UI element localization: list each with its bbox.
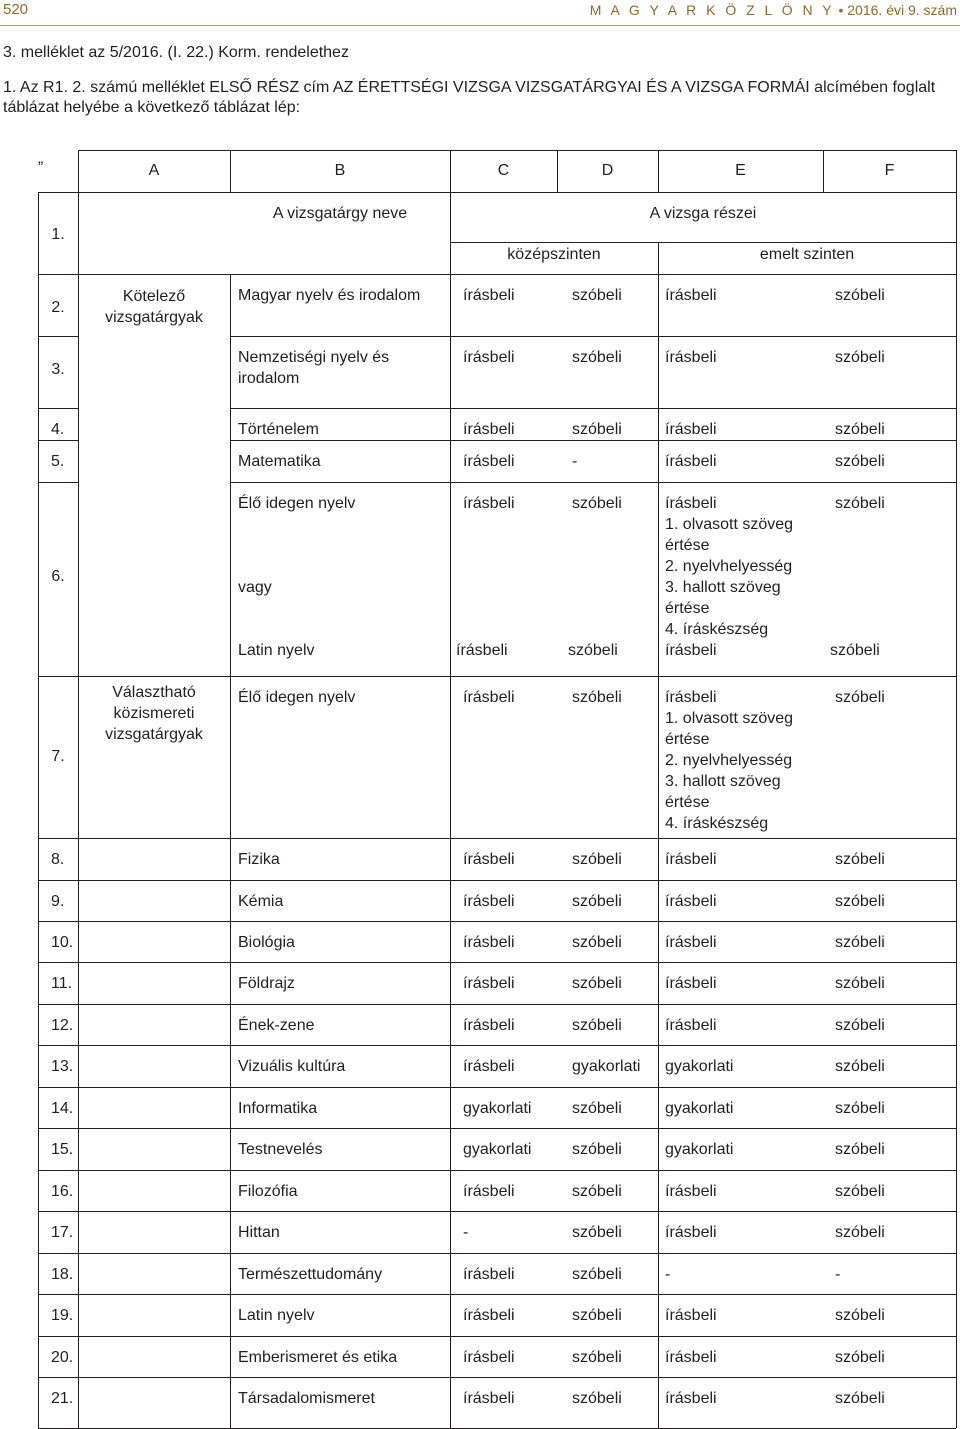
table-rule xyxy=(78,1128,956,1129)
table-rule xyxy=(78,1294,956,1295)
journal-name: M A G Y A R K Ö Z L Ö N Y xyxy=(589,2,835,18)
mid-oral: szóbeli xyxy=(572,421,622,438)
table-rule xyxy=(450,1087,451,1128)
table-rule xyxy=(230,408,956,409)
row-number: 9. xyxy=(51,893,65,910)
adv-oral: szóbeli xyxy=(835,1017,885,1034)
table-rule xyxy=(38,1336,78,1337)
col-letter-b: B xyxy=(334,162,346,179)
table-rule xyxy=(956,192,957,274)
table-rule xyxy=(450,192,451,274)
table-rule xyxy=(658,482,659,676)
adv-written: gyakorlati xyxy=(665,1141,734,1158)
issue-label: 2016. évi 9. szám xyxy=(847,2,957,18)
mid-oral: szóbeli xyxy=(572,689,622,706)
table-rule xyxy=(38,1294,78,1295)
table-rule xyxy=(658,676,659,838)
table-rule xyxy=(230,150,231,192)
subject-name: Matematika xyxy=(238,453,321,470)
table-rule xyxy=(230,274,231,336)
adv-oral: szóbeli xyxy=(835,1141,885,1158)
mid-written: gyakorlati xyxy=(463,1100,532,1117)
subject-name: Testnevelés xyxy=(238,1141,323,1158)
mid-oral: szóbeli xyxy=(572,495,622,512)
table-rule xyxy=(230,1170,231,1211)
col-letter-d: D xyxy=(601,162,614,179)
adv-oral: - xyxy=(835,1266,841,1283)
journal-title xyxy=(590,2,957,18)
table-rule xyxy=(658,150,659,192)
mid-written: írásbeli xyxy=(463,1307,515,1324)
mid-written: gyakorlati xyxy=(463,1141,532,1158)
adv-level-header: emelt szinten xyxy=(759,246,855,263)
table-rule xyxy=(658,1211,659,1253)
table-rule xyxy=(450,1294,451,1336)
adv-oral: szóbeli xyxy=(835,495,885,512)
table-rule xyxy=(78,676,956,677)
table-rule xyxy=(78,150,79,192)
subject-name: Élő idegen nyelv xyxy=(238,689,356,706)
adv-written: - xyxy=(665,1266,671,1283)
table-rule xyxy=(78,838,956,839)
mid-level-header: középszinten xyxy=(507,246,601,263)
table-rule xyxy=(658,336,659,408)
table-rule xyxy=(230,676,231,838)
table-rule xyxy=(38,1087,78,1088)
table-rule xyxy=(450,1170,451,1211)
mid-written: írásbeli xyxy=(456,642,508,659)
table-rule xyxy=(658,1377,659,1428)
table-rule xyxy=(658,921,659,962)
subject-name: Vizuális kultúra xyxy=(238,1058,346,1075)
mid-oral: szóbeli xyxy=(572,975,622,992)
adv-written-part: 1. olvasott szöveg értése xyxy=(665,710,794,748)
mid-oral: szóbeli xyxy=(572,1183,622,1200)
table-rule xyxy=(78,1253,956,1254)
mid-written: írásbeli xyxy=(463,1058,515,1075)
subject-name: Kémia xyxy=(238,893,284,910)
table-rule xyxy=(38,192,956,193)
subject-name: Élő idegen nyelv xyxy=(238,495,356,512)
adv-written-part: 3. hallott szöveg értése xyxy=(665,773,781,811)
adv-written: írásbeli xyxy=(665,1183,717,1200)
header-rule xyxy=(0,25,960,26)
group-label-optional: Választható közismereti vizsgatárgyak xyxy=(105,684,203,743)
mid-written: írásbeli xyxy=(463,1349,515,1366)
table-rule xyxy=(230,1211,231,1253)
table-rule xyxy=(450,676,451,838)
table-rule xyxy=(658,962,659,1004)
row-number: 8. xyxy=(51,851,65,868)
intro-paragraph: 1. Az R1. 2. számú melléklet ELSŐ RÉSZ cím AZ ÉRETTSÉGI VIZSGA VIZSGATÁRGYAI ÉS A VIZSGA FORMÁI alcímében foglalt táblázat helyébe a következő táblázat lép: xyxy=(3,79,936,116)
row-number: 18. xyxy=(51,1266,74,1283)
table-rule xyxy=(38,482,78,483)
subject-name: Filozófia xyxy=(238,1183,298,1200)
adv-written: írásbeli xyxy=(665,689,717,706)
table-rule xyxy=(658,1253,659,1294)
adv-written: írásbeli xyxy=(665,1390,717,1407)
adv-oral: szóbeli xyxy=(830,642,880,659)
subject-name: Természettudomány xyxy=(238,1266,383,1283)
adv-oral: szóbeli xyxy=(835,851,885,868)
subject-or: vagy xyxy=(238,579,272,596)
mid-oral: szóbeli xyxy=(572,1266,622,1283)
table-rule xyxy=(230,921,231,962)
adv-oral: szóbeli xyxy=(835,1224,885,1241)
table-rule xyxy=(658,838,659,880)
table-rule xyxy=(230,440,956,441)
adv-oral: szóbeli xyxy=(835,453,885,470)
table-rule xyxy=(450,242,956,243)
mid-written: írásbeli xyxy=(463,689,515,706)
row-number: 10. xyxy=(51,934,74,951)
adv-oral: szóbeli xyxy=(835,287,885,304)
adv-written-part: 1. olvasott szöveg értése xyxy=(665,516,794,554)
subject-name: Nemzetiségi nyelv és irodalom xyxy=(238,349,390,387)
table-rule xyxy=(230,336,956,337)
mid-oral: szóbeli xyxy=(572,1390,622,1407)
table-rule xyxy=(38,921,78,922)
table-rule xyxy=(78,274,79,1428)
mid-written: írásbeli xyxy=(463,453,515,470)
adv-written: írásbeli xyxy=(665,934,717,951)
mid-oral: szóbeli xyxy=(572,934,622,951)
table-rule xyxy=(230,336,231,408)
adv-written: írásbeli xyxy=(665,349,717,366)
row-number: 3. xyxy=(51,361,65,378)
table-rule xyxy=(658,274,659,336)
mid-oral: szóbeli xyxy=(572,287,622,304)
adv-written: írásbeli xyxy=(665,1224,717,1241)
subject-name: Latin nyelv xyxy=(238,1307,315,1324)
adv-written: írásbeli xyxy=(665,421,717,438)
mid-oral: szóbeli xyxy=(572,1100,622,1117)
table-rule xyxy=(38,962,78,963)
table-rule xyxy=(450,880,451,921)
adv-written: gyakorlati xyxy=(665,1100,734,1117)
table-rule xyxy=(450,962,451,1004)
header-separator: • xyxy=(838,2,844,18)
table-rule xyxy=(78,1377,956,1378)
table-rule xyxy=(38,1253,78,1254)
subject-name: Magyar nyelv és irodalom xyxy=(238,287,421,304)
table-rule xyxy=(956,150,957,192)
mid-oral: - xyxy=(572,453,578,470)
table-rule xyxy=(450,150,451,192)
subject-name: Ének-zene xyxy=(238,1017,315,1034)
table-rule xyxy=(658,1087,659,1128)
table-rule xyxy=(230,482,956,483)
table-rule xyxy=(38,880,78,881)
subject-header: A vizsgatárgy neve xyxy=(272,205,408,222)
table-rule xyxy=(450,336,451,408)
mid-oral: szóbeli xyxy=(572,893,622,910)
mid-written: írásbeli xyxy=(463,1183,515,1200)
table-rule xyxy=(78,192,79,274)
table-rule xyxy=(450,1045,451,1087)
table-rule xyxy=(450,1253,451,1294)
subject-name: Latin nyelv xyxy=(238,642,315,659)
table-rule xyxy=(230,838,231,880)
row-number: 17. xyxy=(51,1224,74,1241)
row-number: 4. xyxy=(51,421,65,438)
row-number: 5. xyxy=(51,453,65,470)
row-number: 14. xyxy=(51,1100,74,1117)
row-number: 19. xyxy=(51,1307,74,1324)
table-rule xyxy=(450,482,451,676)
table-rule xyxy=(230,1377,231,1428)
subject-name: Fizika xyxy=(238,851,280,868)
table-rule xyxy=(450,1004,451,1045)
group-label-mandatory: Kötelező vizsgatárgyak xyxy=(105,288,203,326)
table-rule xyxy=(450,1377,451,1428)
table-rule xyxy=(78,962,956,963)
table-rule xyxy=(38,838,78,839)
table-rule xyxy=(38,1170,78,1171)
col-letter-f: F xyxy=(884,162,895,179)
table-rule xyxy=(38,1128,78,1129)
row-number: 12. xyxy=(51,1017,74,1034)
table-rule xyxy=(78,1336,956,1337)
adv-written: írásbeli xyxy=(665,1017,717,1034)
table-rule xyxy=(38,274,78,275)
annex-title: 3. melléklet az 5/2016. (I. 22.) Korm. rendelethez xyxy=(3,44,349,61)
subject-name: Társadalomismeret xyxy=(238,1390,375,1407)
table-rule xyxy=(658,408,659,440)
adv-written: írásbeli xyxy=(665,893,717,910)
table-rule xyxy=(450,274,451,336)
mid-oral: szóbeli xyxy=(572,1349,622,1366)
page-header xyxy=(0,0,960,26)
mid-written: írásbeli xyxy=(463,287,515,304)
table-rule xyxy=(230,1253,231,1294)
adv-written-part: 2. nyelvhelyesség xyxy=(665,558,793,575)
exam-parts-header: A vizsga részei xyxy=(649,205,757,222)
table-rule xyxy=(823,150,824,192)
adv-written: írásbeli xyxy=(665,453,717,470)
table-rule xyxy=(38,336,78,337)
table-rule xyxy=(658,1336,659,1377)
table-rule xyxy=(230,1004,231,1045)
adv-oral: szóbeli xyxy=(835,1307,885,1324)
table-rule xyxy=(658,1128,659,1170)
page-number: 520 xyxy=(3,1,29,18)
row-number: 11. xyxy=(51,975,73,992)
table-rule xyxy=(450,1128,451,1170)
subject-name: Történelem xyxy=(238,421,319,438)
mid-oral: szóbeli xyxy=(572,349,622,366)
subject-name: Biológia xyxy=(238,934,295,951)
mid-written: - xyxy=(463,1224,469,1241)
table-rule xyxy=(230,1045,231,1087)
adv-oral: szóbeli xyxy=(835,1349,885,1366)
adv-written: írásbeli xyxy=(665,495,717,512)
table-rule xyxy=(230,1294,231,1336)
adv-oral: szóbeli xyxy=(835,1183,885,1200)
adv-oral: szóbeli xyxy=(835,1390,885,1407)
row-number: 2. xyxy=(51,299,65,316)
table-rule xyxy=(450,1336,451,1377)
table-rule xyxy=(78,1045,956,1046)
table-rule xyxy=(78,1087,956,1088)
mid-oral: szóbeli xyxy=(572,1307,622,1324)
table-rule xyxy=(78,1004,956,1005)
row-number: 21. xyxy=(51,1390,74,1407)
adv-oral: szóbeli xyxy=(835,1100,885,1117)
mid-oral: szóbeli xyxy=(568,642,618,659)
table-rule xyxy=(38,408,78,409)
open-quote: „ xyxy=(38,150,44,167)
table-rule xyxy=(450,440,451,482)
table-rule xyxy=(230,1128,231,1170)
table-rule xyxy=(38,1045,78,1046)
col-letter-e: E xyxy=(735,162,746,179)
table-rule xyxy=(38,440,78,441)
table-rule xyxy=(450,921,451,962)
table-rule xyxy=(658,1004,659,1045)
subject-name: Hittan xyxy=(238,1224,280,1241)
adv-oral: szóbeli xyxy=(835,689,885,706)
mid-oral: szóbeli xyxy=(572,1141,622,1158)
adv-oral: szóbeli xyxy=(835,975,885,992)
table-rule xyxy=(956,274,957,1428)
table-rule xyxy=(230,440,231,482)
mid-oral: szóbeli xyxy=(572,1224,622,1241)
table-rule xyxy=(38,192,39,274)
adv-written-part: 4. íráskészség xyxy=(665,815,769,832)
table-rule xyxy=(450,408,451,440)
mid-oral: szóbeli xyxy=(572,1017,622,1034)
table-rule xyxy=(230,1336,231,1377)
table-rule xyxy=(557,150,558,192)
table-rule xyxy=(78,880,956,881)
table-rule xyxy=(38,274,39,1428)
row-number: 20. xyxy=(51,1349,74,1366)
table-rule xyxy=(658,242,659,274)
table-rule xyxy=(230,482,231,676)
mid-oral: szóbeli xyxy=(572,851,622,868)
mid-written: írásbeli xyxy=(463,934,515,951)
mid-written: írásbeli xyxy=(463,1266,515,1283)
table-rule xyxy=(450,1211,451,1253)
adv-written-part: 4. íráskészség xyxy=(665,621,769,638)
adv-oral: szóbeli xyxy=(835,421,885,438)
subject-name: Földrajz xyxy=(238,975,295,992)
row-number: 15. xyxy=(51,1141,74,1158)
adv-oral: szóbeli xyxy=(835,1058,885,1075)
row-number: 1. xyxy=(51,226,65,243)
table-rule xyxy=(78,1211,956,1212)
mid-written: írásbeli xyxy=(463,893,515,910)
mid-written: írásbeli xyxy=(463,851,515,868)
adv-written-part: 3. hallott szöveg értése xyxy=(665,579,781,617)
table-rule xyxy=(38,676,78,677)
table-rule xyxy=(450,838,451,880)
mid-written: írásbeli xyxy=(463,975,515,992)
subject-name: Emberismeret és etika xyxy=(238,1349,398,1366)
adv-written-part: 2. nyelvhelyesség xyxy=(665,752,793,769)
adv-oral: szóbeli xyxy=(835,893,885,910)
adv-written: írásbeli xyxy=(665,287,717,304)
table-rule xyxy=(658,1170,659,1211)
adv-written: írásbeli xyxy=(665,642,717,659)
row-number: 7. xyxy=(51,748,65,765)
adv-written: írásbeli xyxy=(665,975,717,992)
table-rule xyxy=(230,1087,231,1128)
adv-written: írásbeli xyxy=(665,1349,717,1366)
adv-oral: szóbeli xyxy=(835,349,885,366)
col-letter-a: A xyxy=(148,162,160,179)
table-rule xyxy=(38,274,956,275)
row-number: 6. xyxy=(51,568,65,585)
table-rule xyxy=(78,274,956,275)
mid-written: írásbeli xyxy=(463,495,515,512)
mid-written: írásbeli xyxy=(463,421,515,438)
table-rule xyxy=(38,1004,78,1005)
table-rule xyxy=(78,150,956,151)
table-rule xyxy=(658,440,659,482)
row-number: 13. xyxy=(51,1058,74,1075)
table-rule xyxy=(230,880,231,921)
adv-oral: szóbeli xyxy=(835,934,885,951)
adv-written: írásbeli xyxy=(665,851,717,868)
table-rule xyxy=(78,921,956,922)
table-rule xyxy=(658,1294,659,1336)
table-rule xyxy=(38,1211,78,1212)
mid-written: írásbeli xyxy=(463,349,515,366)
mid-written: írásbeli xyxy=(463,1390,515,1407)
table-rule xyxy=(658,1045,659,1087)
table-rule xyxy=(230,408,231,440)
adv-written: írásbeli xyxy=(665,1307,717,1324)
row-number: 16. xyxy=(51,1183,74,1200)
table-rule xyxy=(658,880,659,921)
col-letter-c: C xyxy=(497,162,510,179)
mid-oral: gyakorlati xyxy=(572,1058,641,1075)
adv-written: gyakorlati xyxy=(665,1058,734,1075)
table-rule xyxy=(78,1170,956,1171)
table-rule xyxy=(38,1377,78,1378)
mid-written: írásbeli xyxy=(463,1017,515,1034)
table-rule xyxy=(230,962,231,1004)
subject-name: Informatika xyxy=(238,1100,318,1117)
